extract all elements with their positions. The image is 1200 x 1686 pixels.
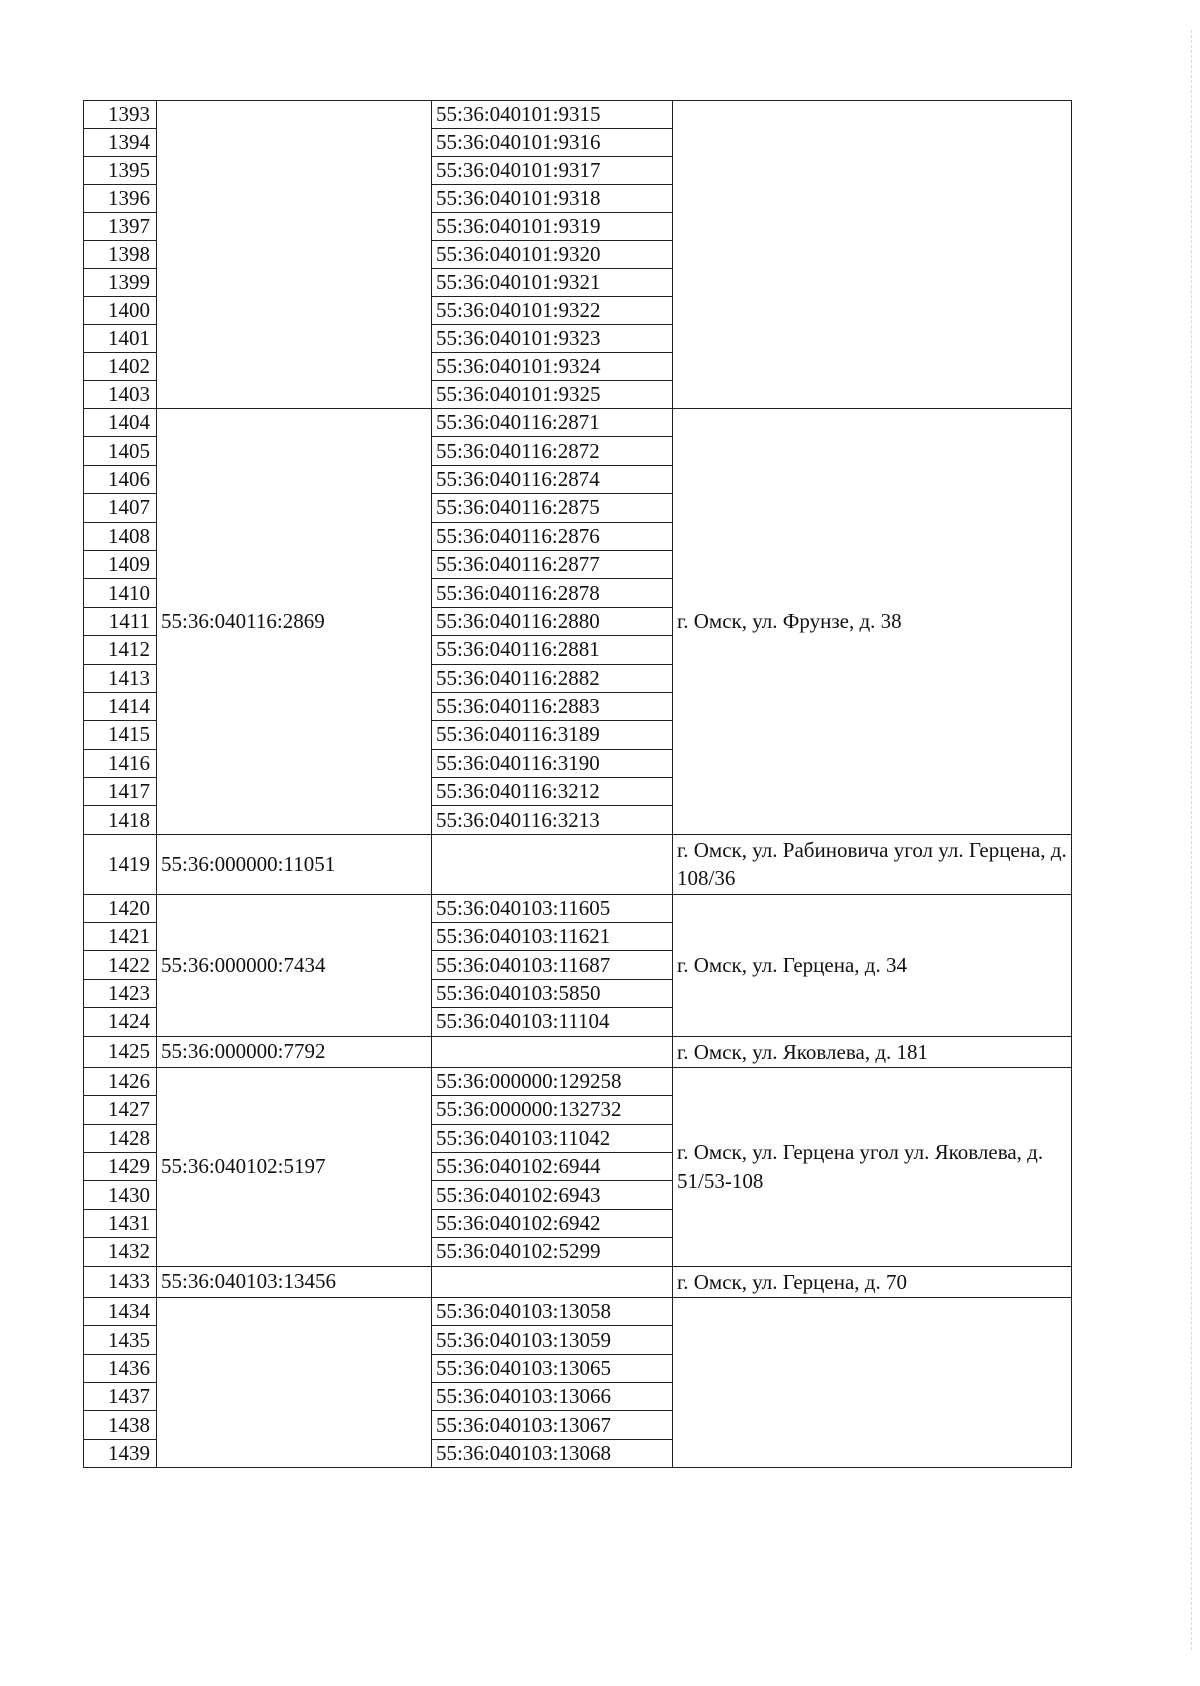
cadastral-number: 55:36:040101:9319 bbox=[432, 213, 673, 241]
row-number: 1412 bbox=[84, 636, 157, 664]
cadastral-number: 55:36:040101:9320 bbox=[432, 241, 673, 269]
cadastral-number: 55:36:040103:5850 bbox=[432, 979, 673, 1007]
cadastral-number bbox=[432, 834, 673, 894]
cadastral-number: 55:36:040101:9323 bbox=[432, 325, 673, 353]
row-number: 1411 bbox=[84, 607, 157, 635]
cadastral-number: 55:36:040101:9318 bbox=[432, 185, 673, 213]
row-number: 1415 bbox=[84, 721, 157, 749]
cadastral-number: 55:36:040116:2876 bbox=[432, 522, 673, 550]
cadastral-number: 55:36:040102:6944 bbox=[432, 1153, 673, 1181]
cadastral-number: 55:36:040116:3190 bbox=[432, 749, 673, 777]
row-number: 1410 bbox=[84, 579, 157, 607]
row-number: 1429 bbox=[84, 1153, 157, 1181]
cadastral-number: 55:36:040102:6942 bbox=[432, 1209, 673, 1237]
cadastral-number: 55:36:040116:3212 bbox=[432, 778, 673, 806]
row-number: 1403 bbox=[84, 381, 157, 409]
table-row bbox=[84, 1266, 1072, 1297]
row-number: 1427 bbox=[84, 1096, 157, 1124]
cadastral-number: 55:36:040101:9317 bbox=[432, 157, 673, 185]
address: г. Омск, ул. Герцена угол ул. Яковлева, д. 51/53-108 bbox=[673, 1067, 1072, 1266]
row-number: 1435 bbox=[84, 1326, 157, 1354]
row-number: 1426 bbox=[84, 1067, 157, 1095]
cadastral-number: 55:36:040116:2880 bbox=[432, 607, 673, 635]
cadastral-number: 55:36:040116:2877 bbox=[432, 550, 673, 578]
row-number: 1401 bbox=[84, 325, 157, 353]
cadastral-number: 55:36:040103:13068 bbox=[432, 1439, 673, 1467]
row-number: 1439 bbox=[84, 1439, 157, 1467]
parent-cadastral-number: 55:36:040102:5197 bbox=[157, 1067, 432, 1266]
parent-cadastral-number: 55:36:000000:11051 bbox=[157, 834, 432, 894]
cadastral-table-body bbox=[84, 101, 1072, 1468]
row-number: 1422 bbox=[84, 951, 157, 979]
row-number: 1436 bbox=[84, 1354, 157, 1382]
row-number: 1405 bbox=[84, 437, 157, 465]
cadastral-number: 55:36:040103:13066 bbox=[432, 1383, 673, 1411]
table-row bbox=[84, 894, 1072, 922]
table-row bbox=[84, 409, 1072, 437]
row-number: 1402 bbox=[84, 353, 157, 381]
row-number: 1400 bbox=[84, 297, 157, 325]
row-number: 1409 bbox=[84, 550, 157, 578]
cadastral-number: 55:36:040103:11104 bbox=[432, 1008, 673, 1036]
table-row bbox=[84, 101, 1072, 129]
cadastral-number: 55:36:040101:9325 bbox=[432, 381, 673, 409]
row-number: 1406 bbox=[84, 465, 157, 493]
row-number: 1430 bbox=[84, 1181, 157, 1209]
cadastral-number: 55:36:040116:2872 bbox=[432, 437, 673, 465]
row-number: 1421 bbox=[84, 922, 157, 950]
row-number: 1434 bbox=[84, 1297, 157, 1325]
parent-cadastral-number: 55:36:040116:2869 bbox=[157, 409, 432, 835]
row-number: 1398 bbox=[84, 241, 157, 269]
row-number: 1413 bbox=[84, 664, 157, 692]
row-number: 1417 bbox=[84, 778, 157, 806]
row-number: 1432 bbox=[84, 1238, 157, 1266]
row-number: 1423 bbox=[84, 979, 157, 1007]
row-number: 1420 bbox=[84, 894, 157, 922]
cadastral-number: 55:36:040116:2871 bbox=[432, 409, 673, 437]
address: г. Омск, ул. Яковлева, д. 181 bbox=[673, 1036, 1072, 1067]
row-number: 1424 bbox=[84, 1008, 157, 1036]
cadastral-number: 55:36:040116:2878 bbox=[432, 579, 673, 607]
cadastral-number: 55:36:040102:6943 bbox=[432, 1181, 673, 1209]
table-row bbox=[84, 834, 1072, 894]
row-number: 1437 bbox=[84, 1383, 157, 1411]
cadastral-number: 55:36:040103:11605 bbox=[432, 894, 673, 922]
cadastral-number: 55:36:040103:13058 bbox=[432, 1297, 673, 1325]
row-number: 1419 bbox=[84, 834, 157, 894]
parent-cadastral-number: 55:36:000000:7792 bbox=[157, 1036, 432, 1067]
parent-cadastral-number bbox=[157, 101, 432, 409]
row-number: 1425 bbox=[84, 1036, 157, 1067]
row-number: 1393 bbox=[84, 101, 157, 129]
cadastral-number: 55:36:040116:2874 bbox=[432, 465, 673, 493]
address bbox=[673, 101, 1072, 409]
row-number: 1404 bbox=[84, 409, 157, 437]
cadastral-number: 55:36:040101:9316 bbox=[432, 129, 673, 157]
cadastral-table bbox=[83, 100, 1072, 1468]
row-number: 1399 bbox=[84, 269, 157, 297]
row-number: 1418 bbox=[84, 806, 157, 834]
row-number: 1408 bbox=[84, 522, 157, 550]
row-number: 1414 bbox=[84, 692, 157, 720]
row-number: 1407 bbox=[84, 494, 157, 522]
parent-cadastral-number: 55:36:000000:7434 bbox=[157, 894, 432, 1036]
parent-cadastral-number: 55:36:040103:13456 bbox=[157, 1266, 432, 1297]
row-number: 1396 bbox=[84, 185, 157, 213]
cadastral-number: 55:36:040103:13059 bbox=[432, 1326, 673, 1354]
table-row bbox=[84, 1067, 1072, 1095]
table-row bbox=[84, 1297, 1072, 1325]
cadastral-number: 55:36:040101:9324 bbox=[432, 353, 673, 381]
cadastral-number: 55:36:040116:2882 bbox=[432, 664, 673, 692]
row-number: 1397 bbox=[84, 213, 157, 241]
cadastral-number: 55:36:040116:3189 bbox=[432, 721, 673, 749]
cadastral-number: 55:36:000000:129258 bbox=[432, 1067, 673, 1095]
row-number: 1431 bbox=[84, 1209, 157, 1237]
cadastral-number: 55:36:040101:9322 bbox=[432, 297, 673, 325]
cadastral-number: 55:36:040116:2875 bbox=[432, 494, 673, 522]
row-number: 1438 bbox=[84, 1411, 157, 1439]
cadastral-number: 55:36:040103:13067 bbox=[432, 1411, 673, 1439]
cadastral-number bbox=[432, 1266, 673, 1297]
cadastral-number: 55:36:040102:5299 bbox=[432, 1238, 673, 1266]
address: г. Омск, ул. Герцена, д. 70 bbox=[673, 1266, 1072, 1297]
address: г. Омск, ул. Рабиновича угол ул. Герцена, д. 108/36 bbox=[673, 834, 1072, 894]
cadastral-number: 55:36:040116:2881 bbox=[432, 636, 673, 664]
row-number: 1416 bbox=[84, 749, 157, 777]
cadastral-number: 55:36:000000:132732 bbox=[432, 1096, 673, 1124]
row-number: 1428 bbox=[84, 1124, 157, 1152]
address: г. Омск, ул. Фрунзе, д. 38 bbox=[673, 409, 1072, 835]
row-number: 1394 bbox=[84, 129, 157, 157]
cadastral-number: 55:36:040116:2883 bbox=[432, 692, 673, 720]
address: г. Омск, ул. Герцена, д. 34 bbox=[673, 894, 1072, 1036]
cadastral-number: 55:36:040116:3213 bbox=[432, 806, 673, 834]
cadastral-number: 55:36:040101:9321 bbox=[432, 269, 673, 297]
row-number: 1395 bbox=[84, 157, 157, 185]
cadastral-number: 55:36:040103:11042 bbox=[432, 1124, 673, 1152]
cadastral-number: 55:36:040103:11687 bbox=[432, 951, 673, 979]
row-number: 1433 bbox=[84, 1266, 157, 1297]
cadastral-number: 55:36:040103:13065 bbox=[432, 1354, 673, 1382]
parent-cadastral-number bbox=[157, 1297, 432, 1467]
cadastral-number bbox=[432, 1036, 673, 1067]
address bbox=[673, 1297, 1072, 1467]
table-row bbox=[84, 1036, 1072, 1067]
cadastral-number: 55:36:040103:11621 bbox=[432, 922, 673, 950]
cadastral-number: 55:36:040101:9315 bbox=[432, 101, 673, 129]
scan-page-edge bbox=[1190, 30, 1192, 1650]
